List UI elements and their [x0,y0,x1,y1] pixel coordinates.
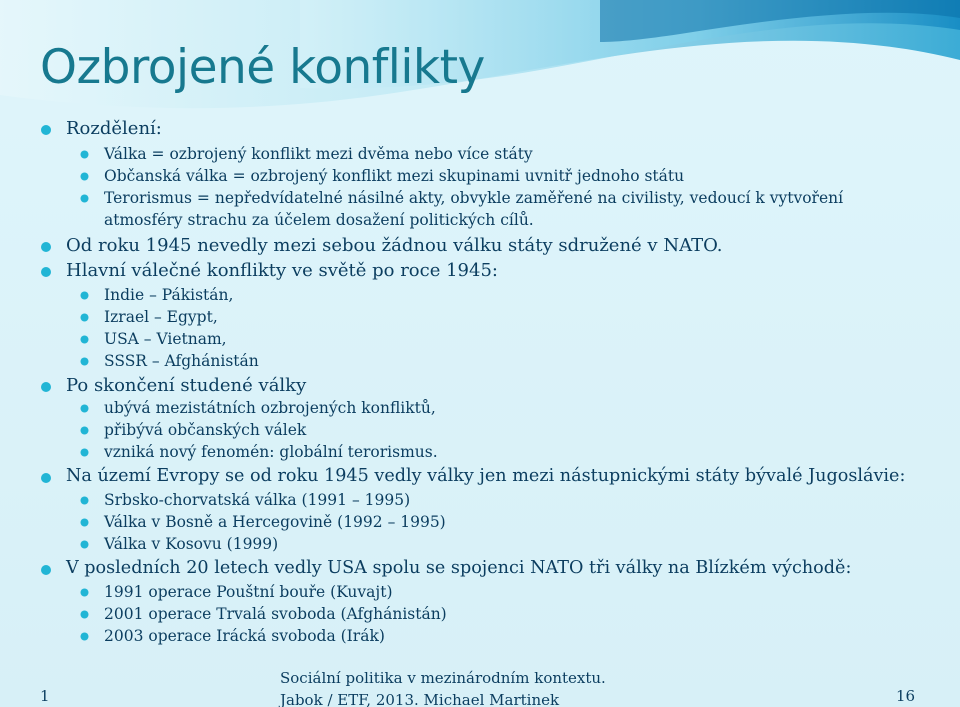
bullet-text: Po skončení studené války [66,375,307,396]
sub-bullet-item [40,489,940,511]
bullet-text: Indie – Pákistán, [104,286,234,304]
bullet-text: přibývá občanských válek [104,421,307,439]
bullet-text: Srbsko-chorvatská válka (1991 – 1995) [104,491,411,509]
bullet-text: SSSR – Afghánistán [104,352,259,370]
bullet-text: Izrael – Egypt, [104,308,218,326]
slide-content [40,117,940,647]
sub-bullet-item [40,625,940,647]
sub-bullet-item [40,441,940,463]
bullet-item [40,117,940,140]
bullet-text: Rozdělení: [66,118,162,139]
footer-line-1: Sociální politika v mezinárodním kontextu. [280,669,606,687]
bullet-item [40,465,940,488]
sub-bullet-item [40,284,940,306]
sub-bullet-item [40,511,940,533]
sub-bullet-item [40,165,940,187]
bullet-text: Válka = ozbrojený konflikt mezi dvěma nebo více státy [104,145,533,163]
bullet-text: Válka v Bosně a Hercegovině (1992 – 1995) [104,513,446,531]
bullet-text: Válka v Kosovu (1999) [104,535,279,553]
bullet-item [40,557,940,580]
slide-number: 16 [896,687,916,705]
bullet-text: 2003 operace Irácká svoboda (Irák) [104,627,385,645]
bullet-text: Terorismus = nepředvídatelné násilné akty, obvykle zaměřené na civilisty, vedoucí k vytvoření atmosféry strachu za účelem dosažení politických cílů. [104,189,844,229]
bullet-text: Na území Evropy se od roku 1945 vedly války jen mezi nástupnickými státy bývalé Jugoslávie: [66,466,906,486]
slide-title: Ozbrojené konflikty [40,40,485,95]
bullet-text: vzniká nový fenomén: globální terorismus. [104,443,438,461]
sub-bullet-item [40,533,940,555]
footer-center-text [280,667,606,707]
sub-bullet-item [40,603,940,625]
bullet-text: ubývá mezistátních ozbrojených konfliktů, [104,399,436,417]
bullet-text: V posledních 20 letech vedly USA spolu se spojenci NATO tři války na Blízkém východě: [66,558,852,578]
bullet-text: USA – Vietnam, [104,330,227,348]
bullet-text: 2001 operace Trvalá svoboda (Afghánistán) [104,605,447,623]
bullet-text: Od roku 1945 nevedly mezi sebou žádnou válku státy sdružené v NATO. [66,235,723,256]
sub-bullet-item [40,397,940,419]
sub-bullet-item [40,143,940,165]
bullet-item [40,374,940,397]
bullet-text: Občanská válka = ozbrojený konflikt mezi skupinami uvnitř jednoho státu [104,167,685,185]
sub-bullet-item [40,187,894,231]
sub-bullet-item [40,581,940,603]
bullet-text: 1991 operace Pouštní bouře (Kuvajt) [104,583,393,601]
footer-left-number: 1 [40,687,50,705]
bullet-item [40,259,940,282]
sub-bullet-item [40,328,940,350]
footer-line-2: Jabok / ETF, 2013. Michael Martinek [280,691,560,707]
sub-bullet-item [40,419,940,441]
bullet-item [40,234,940,257]
sub-bullet-item [40,350,940,372]
sub-bullet-item [40,306,940,328]
bullet-text: Hlavní válečné konflikty ve světě po roce 1945: [66,260,498,281]
